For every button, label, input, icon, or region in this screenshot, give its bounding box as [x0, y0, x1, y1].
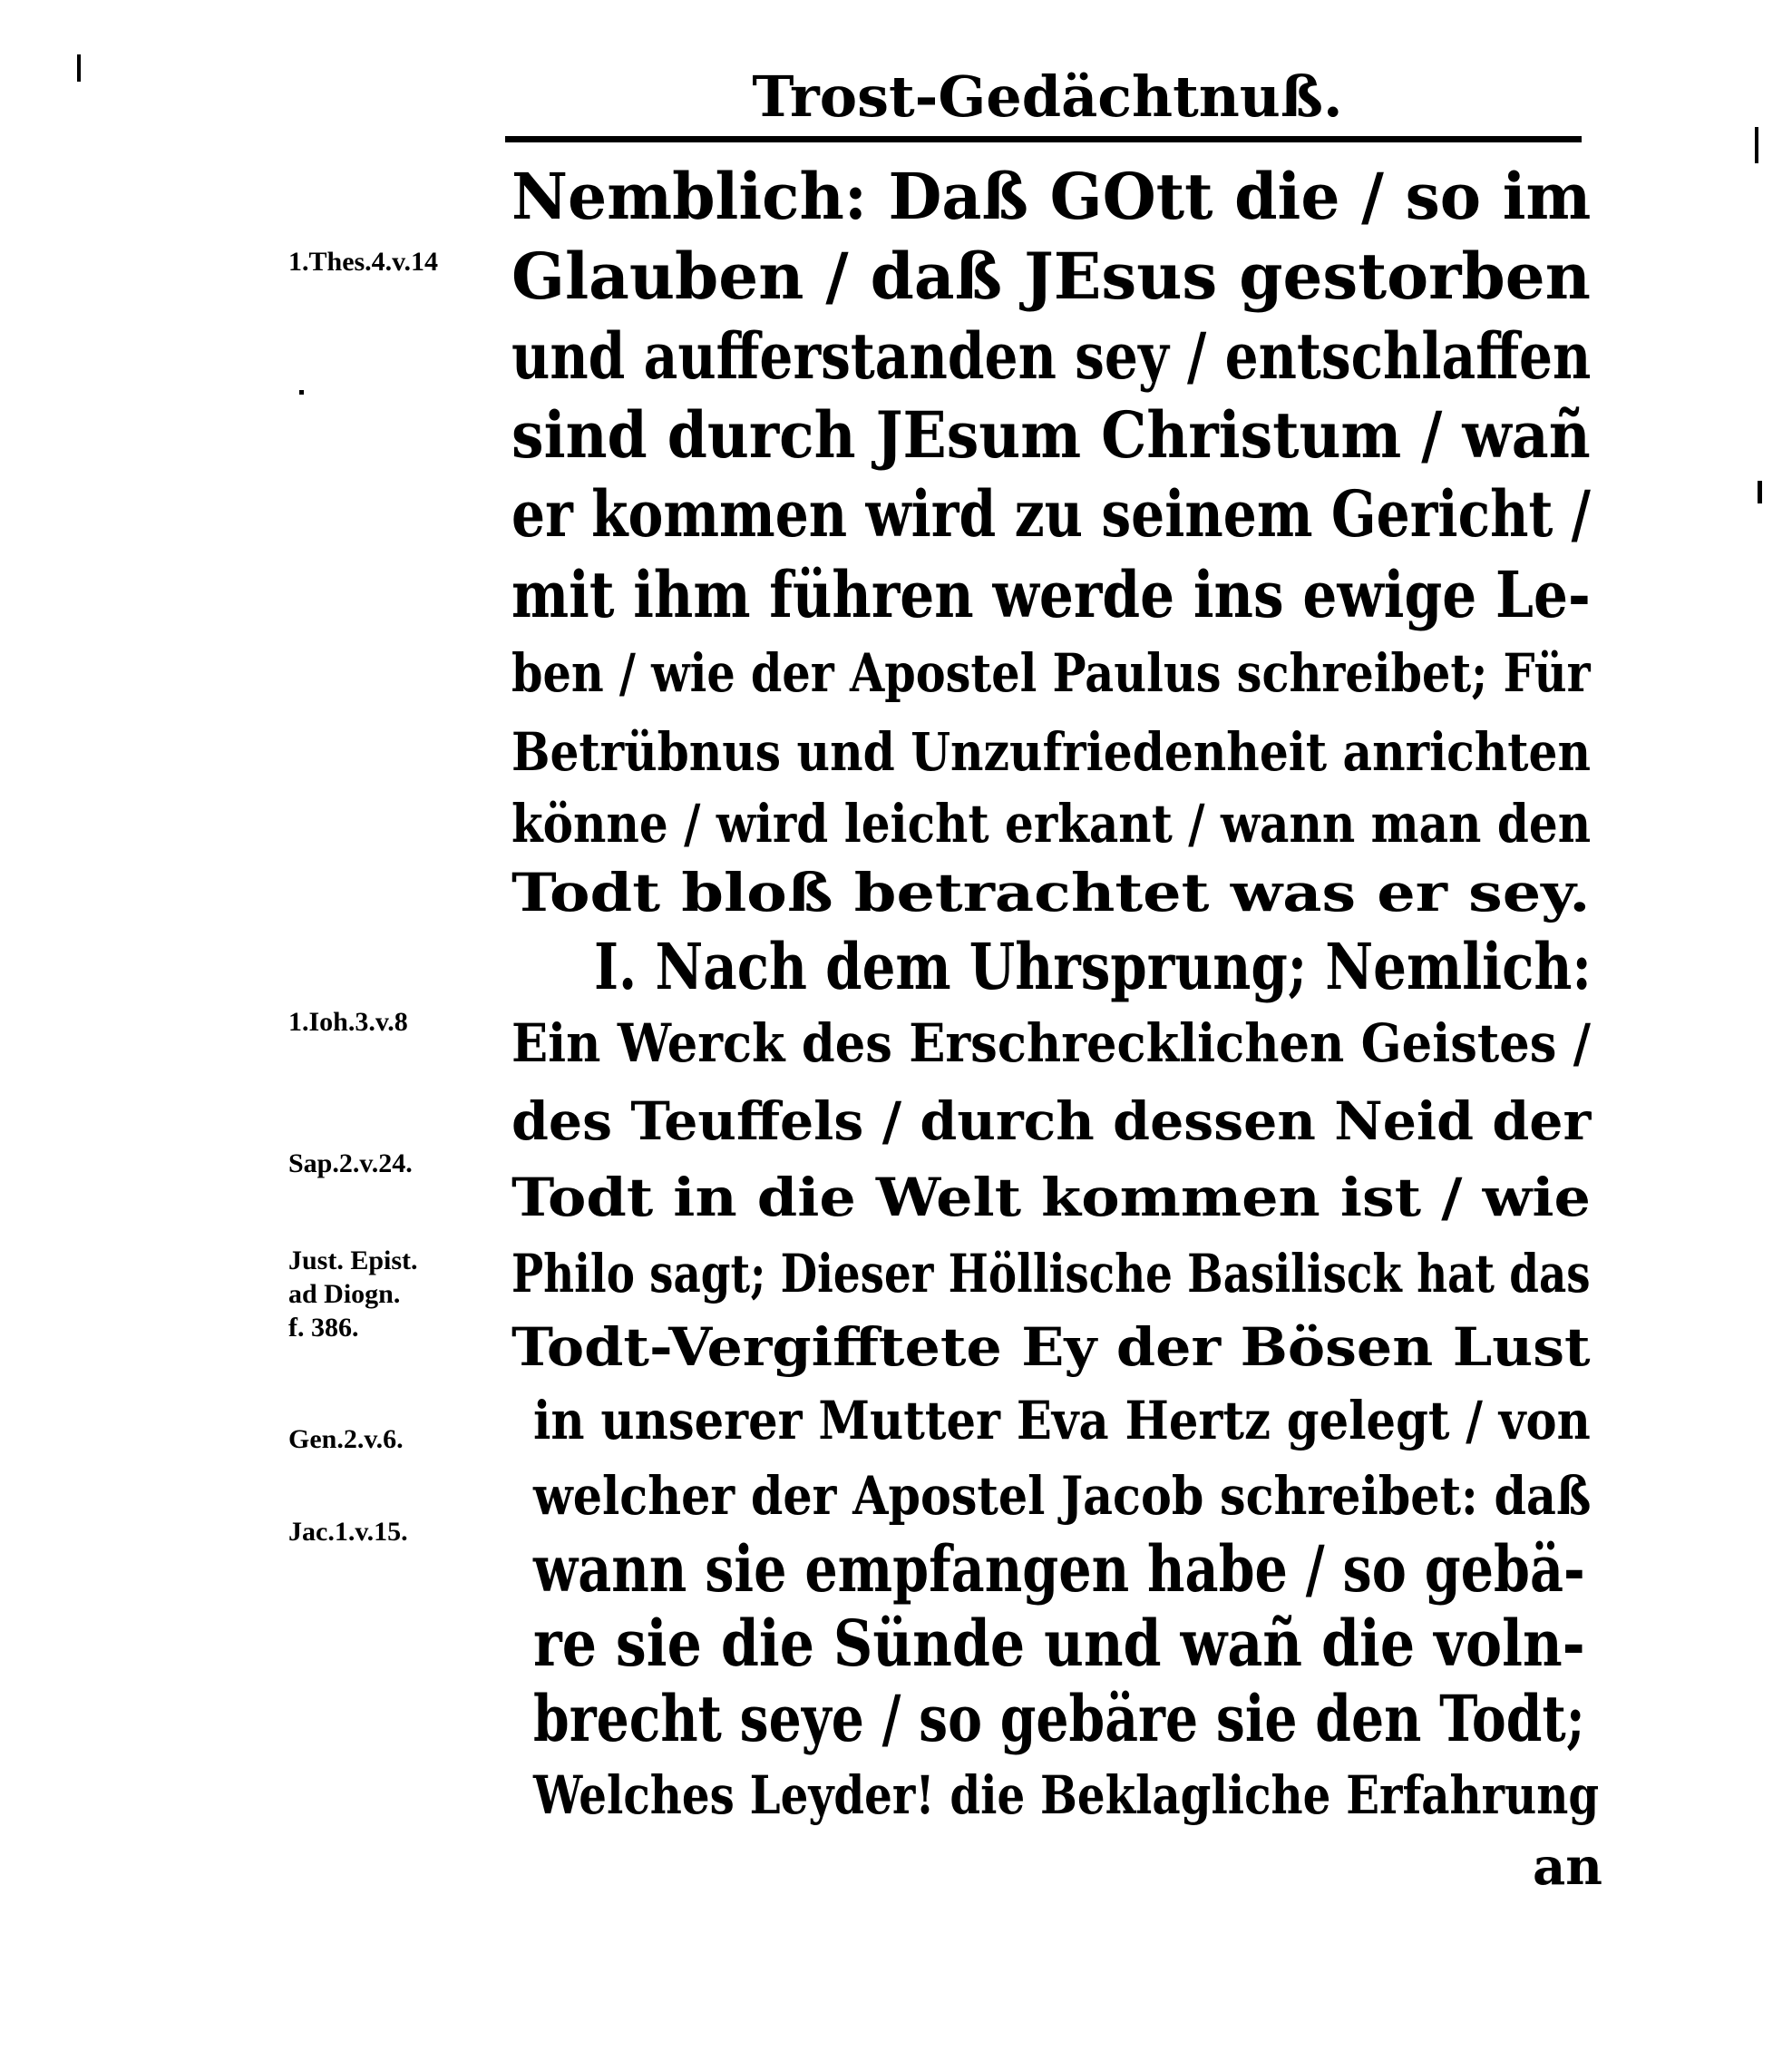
text-line: sind durch JEsum Christum / wañ	[511, 397, 1591, 473]
header-rule	[505, 136, 1582, 142]
margin-note: ad Diogn.	[288, 1279, 401, 1309]
catchword: an	[1533, 1837, 1602, 1897]
section-heading-line: I. Nach dem Uhrsprung; Nemlich:	[594, 929, 1592, 1004]
text-line: des Teuffels / durch dessen Neid der	[511, 1090, 1592, 1152]
margin-note: Sap.2.v.24.	[288, 1148, 413, 1178]
margin-note: Just. Epist.	[288, 1245, 418, 1275]
margin-note: Jac.1.v.15.	[288, 1517, 408, 1547]
margin-note: 1.Ioh.3.v.8	[288, 1007, 408, 1037]
text-line: und aufferstanden sey / entschlaffen	[511, 318, 1592, 394]
text-line: Nemblich: Daß GOtt die / so im	[511, 159, 1592, 234]
text-line: er kommen wird zu seinem Gericht /	[511, 476, 1591, 552]
text-line: Ein Werck des Erschrecklichen Geistes /	[511, 1012, 1591, 1074]
text-line: in unserer Mutter Eva Hertz gelegt / von	[533, 1390, 1591, 1451]
text-line: Philo sagt; Dieser Höllische Basilisck hat das	[511, 1243, 1591, 1304]
scan-speck	[1755, 127, 1758, 163]
text-line: Welches Leyder! die Beklagliche Erfahrung	[533, 1764, 1600, 1826]
text-line: Betrübnus und Unzufriedenheit anrichten	[511, 721, 1591, 783]
text-line: ben / wie der Apostel Paulus schreibet; Für	[511, 642, 1591, 704]
running-header: Trost-Gedächtnuß.	[752, 63, 1343, 130]
scan-speck	[299, 390, 304, 395]
text-line: Todt in die Welt kommen ist / wie	[511, 1167, 1591, 1228]
margin-note: f. 386.	[288, 1313, 359, 1343]
text-line: könne / wird leicht erkant / wann man den	[511, 793, 1592, 855]
text-line: mit ihm führen werde ins ewige Le-	[511, 557, 1591, 632]
text-line: brecht seye / so gebäre sie den Todt;	[533, 1681, 1585, 1756]
margin-note: 1.Thes.4.v.14	[288, 247, 439, 277]
text-line: welcher der Apostel Jacob schreibet: daß	[533, 1465, 1592, 1527]
margin-note: Gen.2.v.6.	[288, 1424, 404, 1454]
text-line: re sie die Sünde und wañ die voln-	[533, 1606, 1585, 1681]
text-line: Todt bloß betrachtet was er sey.	[511, 862, 1591, 923]
text-line: wann sie empfangen habe / so gebä-	[533, 1531, 1585, 1607]
text-line: Glauben / daß JEsus gestorben	[511, 239, 1591, 314]
scan-speck	[77, 54, 81, 82]
text-line: Todt-Vergifftete Ey der Bösen Lust	[511, 1316, 1591, 1378]
scan-speck	[1758, 481, 1762, 503]
